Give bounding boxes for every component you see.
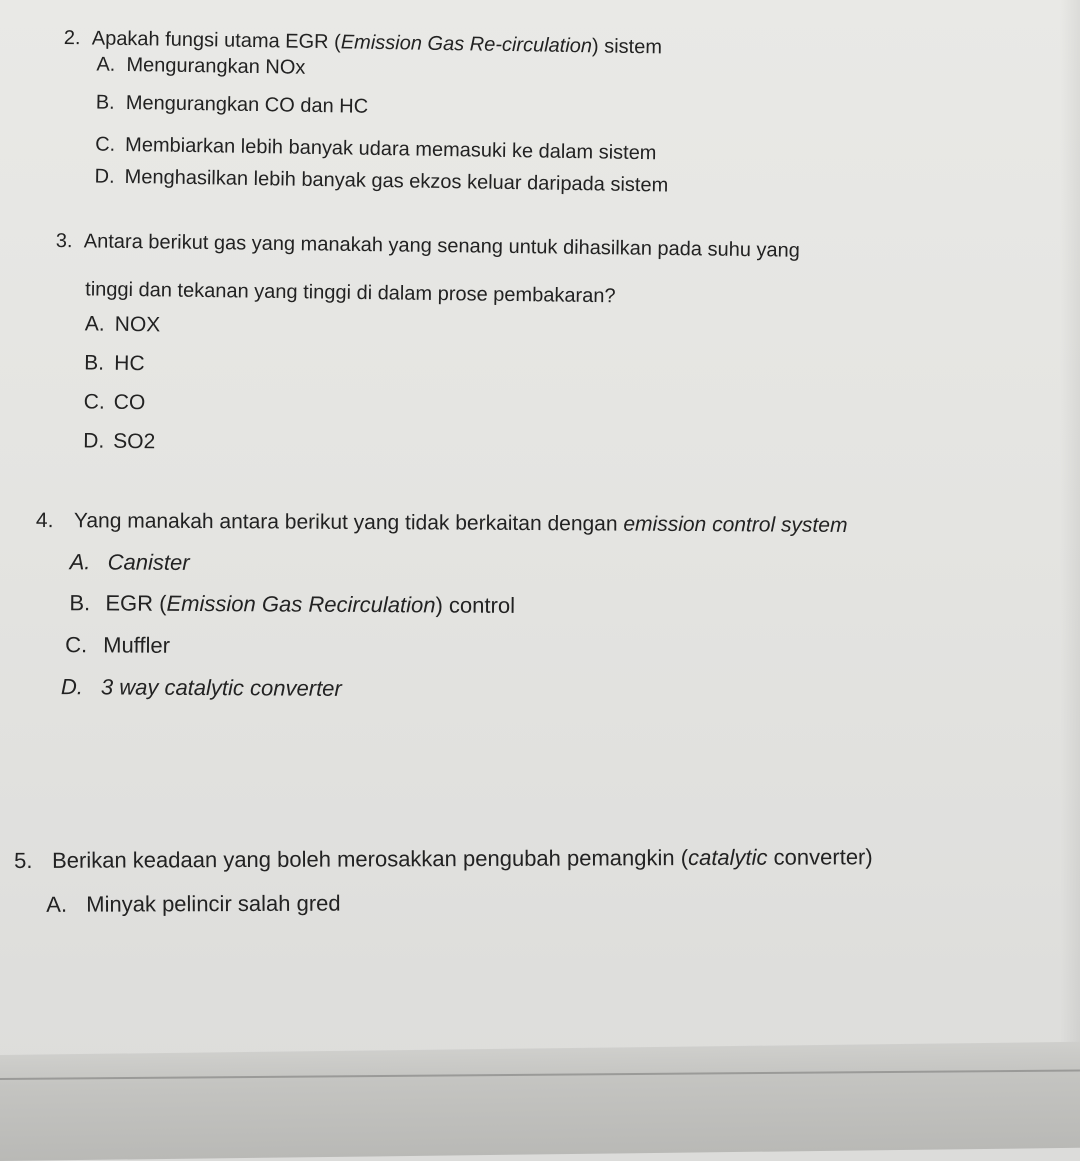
option-a: A. Mengurangkan NOx	[96, 53, 306, 79]
option-c: C. Membiarkan lebih banyak udara memasuki ke dalam sistem	[94, 133, 657, 165]
option-d: D. SO2	[83, 429, 156, 454]
option-d: D. Menghasilkan lebih banyak gas ekzos keluar daripada sistem	[94, 165, 669, 197]
option-a: A. NOX	[84, 312, 161, 337]
option-b: B. EGR (Emission Gas Recirculation) control	[69, 590, 516, 618]
option-c: C. CO	[83, 390, 146, 415]
option-d: D. 3 way catalytic converter	[60, 674, 342, 701]
question-number: 3.	[55, 230, 73, 253]
question-3-stem-line-2: tinggi dan tekanan yang tinggi di dalam prose pembakaran?	[85, 278, 616, 308]
table-surface	[0, 1042, 1080, 1161]
question-3-stem-line-1: 3. Antara berikut gas yang manakah yang senang untuk dihasilkan pada suhu yang	[55, 230, 800, 262]
question-number: 2.	[63, 27, 81, 50]
option-b: B. Mengurangkan CO dan HC	[95, 91, 369, 118]
question-number: 5.	[14, 847, 33, 873]
question-4-stem: 4. Yang manakah antara berikut yang tidak berkaitan dengan emission control system	[35, 509, 848, 537]
paper-shadow	[1060, 0, 1080, 1060]
question-2-stem: 2. Apakah fungsi utama EGR (Emission Gas Re-circulation) sistem	[63, 27, 663, 59]
question-number: 4.	[35, 509, 54, 533]
question-5-stem: 5. Berikan keadaan yang boleh merosakkan pengubah pemangkin (catalytic converter)	[14, 844, 873, 873]
option-a: A. Canister	[69, 549, 190, 575]
option-b: B. HC	[84, 351, 145, 376]
option-a: A. Minyak pelincir salah gred	[46, 890, 341, 917]
option-c: C. Muffler	[65, 632, 171, 658]
